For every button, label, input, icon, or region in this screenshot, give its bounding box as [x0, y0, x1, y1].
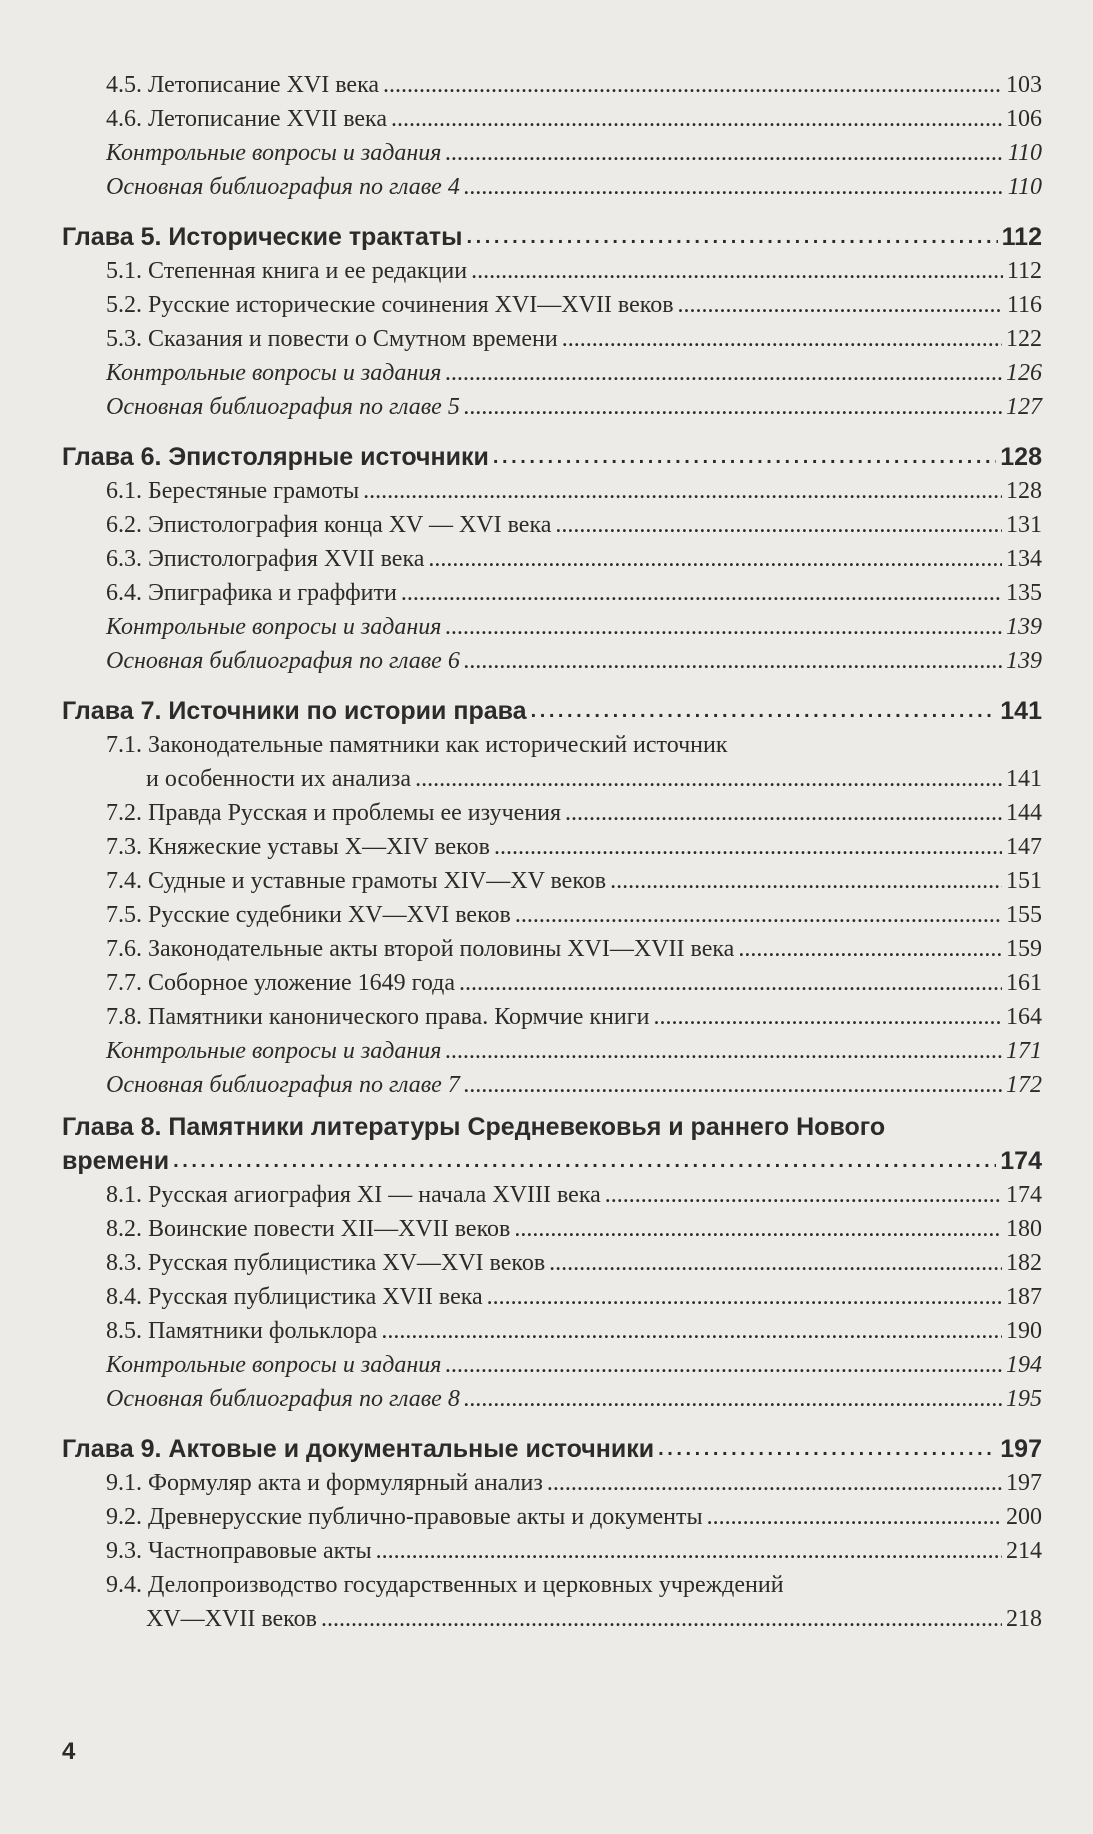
toc-section-ch8-items [62, 1178, 1042, 1416]
toc-entry-page: 172 [1006, 1072, 1042, 1098]
toc-chapter-heading[interactable] [62, 204, 1042, 254]
toc-entry-page: 182 [1006, 1250, 1042, 1276]
toc-chapter-heading[interactable] [62, 424, 1042, 474]
leader-dots [464, 644, 1002, 678]
toc-entry[interactable] [62, 474, 1042, 508]
toc-entry[interactable] [62, 1246, 1042, 1280]
toc-entry-page: 127 [1006, 394, 1042, 420]
toc-entry[interactable] [62, 644, 1042, 678]
toc-entry[interactable] [62, 610, 1042, 644]
toc-entry-title: Основная библиография по главе 8 [106, 1386, 460, 1412]
toc-entry-title: 6.1. Берестяные грамоты [106, 478, 360, 504]
toc-entry-title: 5.1. Степенная книга и ее редакции [106, 258, 468, 284]
toc-entry[interactable] [62, 356, 1042, 390]
toc-entry[interactable] [62, 576, 1042, 610]
toc-entry-title: 7.5. Русские судебники XV—XVI веков [106, 902, 511, 928]
toc-entry-page: 161 [1006, 970, 1042, 996]
toc-entry[interactable] [62, 508, 1042, 542]
leader-dots [445, 610, 1002, 644]
toc-entry-page: 144 [1006, 800, 1042, 826]
toc-entry-page: 135 [1006, 580, 1042, 606]
toc-entry[interactable] [62, 830, 1042, 864]
toc-entry-title: 9.3. Частноправовые акты [106, 1538, 372, 1564]
toc-entry-title: Глава 5. Исторические трактаты [62, 223, 463, 251]
toc-entry-title: 7.6. Законодательные акты второй половины XVI—XVII века [106, 936, 735, 962]
toc-entry-title: 5.2. Русские исторические сочинения XVI—XVII веков [106, 292, 674, 318]
toc-entry-page: 218 [1006, 1606, 1042, 1632]
toc-entry-page: 134 [1006, 546, 1042, 572]
toc-entry[interactable] [62, 762, 1042, 796]
toc-entry-page: 151 [1006, 868, 1042, 894]
toc-entry-title: 8.3. Русская публицистика XV—XVI веков [106, 1250, 546, 1276]
toc-entry-page: 103 [1006, 72, 1042, 98]
toc-entry-page: 174 [1006, 1182, 1042, 1208]
toc-section-ch9 [62, 1416, 1042, 1636]
leader-dots [445, 1034, 1002, 1068]
toc-entry-title: 8.1. Русская агиография XI — начала XVIII века [106, 1182, 601, 1208]
toc-entry[interactable] [62, 254, 1042, 288]
leader-dots [514, 1212, 1002, 1246]
toc-entry-title-line2: и особенности их анализа [146, 766, 412, 792]
toc-entry[interactable] [62, 898, 1042, 932]
leader-dots [555, 508, 1002, 542]
toc-entry[interactable] [62, 1178, 1042, 1212]
toc-entry[interactable] [62, 1000, 1042, 1034]
leader-dots [464, 390, 1002, 424]
toc-entry[interactable] [62, 390, 1042, 424]
toc-entry[interactable] [62, 170, 1042, 204]
toc-entry-title: Глава 7. Источники по истории права [62, 697, 527, 725]
leader-dots [173, 1144, 996, 1178]
toc-entry-page: 197 [1000, 1435, 1042, 1463]
toc-entry-title: 7.4. Судные и уставные грамоты XIV—XV веков [106, 868, 607, 894]
toc-entry-page: 194 [1006, 1352, 1042, 1378]
toc-entry[interactable] [62, 1212, 1042, 1246]
toc-entry[interactable] [62, 542, 1042, 576]
leader-dots [493, 440, 996, 474]
toc-entry-title: 9.2. Древнерусские публично-правовые акты и документы [106, 1504, 703, 1530]
toc-entry-page: 164 [1006, 1004, 1042, 1030]
toc-entry-page: 190 [1006, 1318, 1042, 1344]
leader-dots [565, 796, 1002, 830]
toc-entry[interactable] [62, 966, 1042, 1000]
toc-entry-title-line2: XV—XVII веков [146, 1606, 317, 1632]
leader-dots [383, 68, 1002, 102]
toc-entry-title: 7.8. Памятники канонического права. Кормчие книги [106, 1004, 650, 1030]
leader-dots [445, 1348, 1002, 1382]
toc-entry-title: 8.4. Русская публицистика XVII века [106, 1284, 483, 1310]
leader-dots [376, 1534, 1002, 1568]
leader-dots [459, 966, 1002, 1000]
toc-entry[interactable] [62, 1280, 1042, 1314]
toc-chapter-heading[interactable] [62, 678, 1042, 728]
leader-dots [531, 694, 997, 728]
toc-entry[interactable] [62, 932, 1042, 966]
toc-entry[interactable] [62, 68, 1042, 102]
toc-chapter-heading-line1[interactable]: Глава 8. Памятники литературы Средневековья и раннего Нового [62, 1113, 886, 1141]
leader-dots [445, 136, 1003, 170]
leader-dots [658, 1432, 996, 1466]
leader-dots [707, 1500, 1002, 1534]
toc-entry[interactable] [62, 1602, 1042, 1636]
toc-entry-page: 180 [1006, 1216, 1042, 1242]
toc-entry[interactable] [62, 1348, 1042, 1382]
leader-dots [494, 830, 1002, 864]
leader-dots [363, 474, 1002, 508]
toc-section-ch7 [62, 678, 1042, 1102]
toc-entry[interactable] [62, 322, 1042, 356]
toc-section-ch5 [62, 204, 1042, 424]
toc-entry-page: 171 [1006, 1038, 1042, 1064]
toc-entry-title: 7.7. Соборное уложение 1649 года [106, 970, 456, 996]
toc-entry-title: 7.3. Княжеские уставы X—XIV веков [106, 834, 490, 860]
leader-dots [515, 898, 1002, 932]
toc-entry-title: 8.5. Памятники фольклора [106, 1318, 378, 1344]
toc-entry-title: Глава 6. Эпистолярные источники [62, 443, 489, 471]
toc-entry-page: 174 [1000, 1147, 1042, 1175]
leader-dots [487, 1280, 1002, 1314]
toc-entry-page: 106 [1006, 106, 1042, 132]
toc-entry[interactable] [62, 1068, 1042, 1102]
toc-entry-page: 139 [1006, 614, 1042, 640]
leader-dots [401, 576, 1002, 610]
leader-dots [381, 1314, 1002, 1348]
toc-entry-title: Контрольные вопросы и задания [106, 1038, 442, 1064]
toc-entry-title-line1[interactable]: 9.4. Делопроизводство государственных и церковных учреждений [106, 1572, 784, 1598]
toc-chapter-heading[interactable] [62, 1416, 1042, 1466]
leader-dots [464, 170, 1004, 204]
leader-dots [605, 1178, 1002, 1212]
toc-entry[interactable] [62, 136, 1042, 170]
toc-entry-title: Основная библиография по главе 6 [106, 648, 460, 674]
toc-entry-page: 214 [1006, 1538, 1042, 1564]
toc-entry[interactable] [62, 796, 1042, 830]
toc-chapter-heading[interactable] [62, 1144, 1042, 1178]
toc-entry-title: 6.3. Эпистолография XVII века [106, 546, 425, 572]
toc-entry[interactable] [62, 102, 1042, 136]
toc-entry-page: 139 [1006, 648, 1042, 674]
toc-entry-page: 110 [1007, 140, 1042, 166]
leader-dots [562, 322, 1002, 356]
toc-entry-page: 128 [1006, 478, 1042, 504]
toc-entry-page: 141 [1000, 697, 1042, 725]
leader-dots [471, 254, 1003, 288]
page-number: 4 [62, 1738, 76, 1765]
toc-entry[interactable] [62, 1466, 1042, 1500]
toc-entry[interactable] [62, 288, 1042, 322]
leader-dots [445, 356, 1002, 390]
leader-dots [738, 932, 1002, 966]
leader-dots [653, 1000, 1002, 1034]
toc-entry[interactable] [62, 1500, 1042, 1534]
toc-entry-page: 200 [1006, 1504, 1042, 1530]
toc-entry-page: 112 [1001, 223, 1042, 251]
toc-section-ch6 [62, 424, 1042, 678]
toc-entry-page: 195 [1006, 1386, 1042, 1412]
leader-dots [464, 1382, 1002, 1416]
toc-section-ch8 [62, 1102, 1042, 1416]
toc-entry-title: Контрольные вопросы и задания [106, 360, 442, 386]
toc-entry-page: 116 [1006, 292, 1042, 318]
table-of-contents [62, 68, 1042, 1636]
toc-entry[interactable] [62, 1534, 1042, 1568]
leader-dots [428, 542, 1002, 576]
toc-entry-title: 8.2. Воинские повести XII—XVII веков [106, 1216, 511, 1242]
leader-dots [549, 1246, 1002, 1280]
toc-entry-title: 7.2. Правда Русская и проблемы ее изучения [106, 800, 562, 826]
toc-entry-title: Основная библиография по главе 4 [106, 174, 460, 200]
leader-dots [547, 1466, 1002, 1500]
toc-entry-title: 5.3. Сказания и повести о Смутном времени [106, 326, 558, 352]
toc-entry-title: 6.2. Эпистолография конца XV — XVI века [106, 512, 552, 538]
toc-entry-page: 187 [1006, 1284, 1042, 1310]
toc-entry[interactable] [62, 1034, 1042, 1068]
leader-dots [321, 1602, 1002, 1636]
toc-entry-title: Контрольные вопросы и задания [106, 614, 442, 640]
toc-entry-page: 131 [1006, 512, 1042, 538]
toc-entry-page: 159 [1006, 936, 1042, 962]
toc-entry-page: 122 [1006, 326, 1042, 352]
toc-entry-title: 6.4. Эпиграфика и граффити [106, 580, 397, 606]
toc-entry-page: 147 [1006, 834, 1042, 860]
toc-entry-title-line1[interactable]: 7.1. Законодательные памятники как исторический источник [106, 732, 728, 758]
toc-entry-title: 4.6. Летописание XVII века [106, 106, 388, 132]
toc-entry-page: 126 [1006, 360, 1042, 386]
toc-section-ch7-items [62, 796, 1042, 1102]
toc-entry-page: 197 [1006, 1470, 1042, 1496]
leader-dots [415, 762, 1002, 796]
toc-section-ch4-tail [62, 68, 1042, 204]
toc-entry[interactable] [62, 1314, 1042, 1348]
toc-entry-title: 4.5. Летописание XVI века [106, 72, 380, 98]
toc-entry-title: Глава 9. Актовые и документальные источники [62, 1435, 655, 1463]
leader-dots [678, 288, 1003, 322]
leader-dots [610, 864, 1002, 898]
toc-section-ch9-items [62, 1416, 1042, 1568]
toc-entry-page: 155 [1006, 902, 1042, 928]
toc-entry-page: 112 [1006, 258, 1042, 284]
toc-entry-title: Основная библиография по главе 5 [106, 394, 460, 420]
toc-entry-title: Контрольные вопросы и задания [106, 1352, 442, 1378]
toc-chapter-heading-line2: времени [62, 1147, 170, 1175]
toc-entry-title: 9.1. Формуляр акта и формулярный анализ [106, 1470, 543, 1496]
toc-entry-page: 128 [1000, 443, 1042, 471]
toc-entry[interactable] [62, 1382, 1042, 1416]
leader-dots [391, 102, 1002, 136]
leader-dots [467, 220, 998, 254]
toc-entry-page: 141 [1006, 766, 1042, 792]
toc-entry-title: Основная библиография по главе 7 [106, 1072, 460, 1098]
leader-dots [464, 1068, 1002, 1102]
toc-entry-title: Контрольные вопросы и задания [106, 140, 442, 166]
toc-entry[interactable] [62, 864, 1042, 898]
toc-entry-page: 110 [1007, 174, 1042, 200]
